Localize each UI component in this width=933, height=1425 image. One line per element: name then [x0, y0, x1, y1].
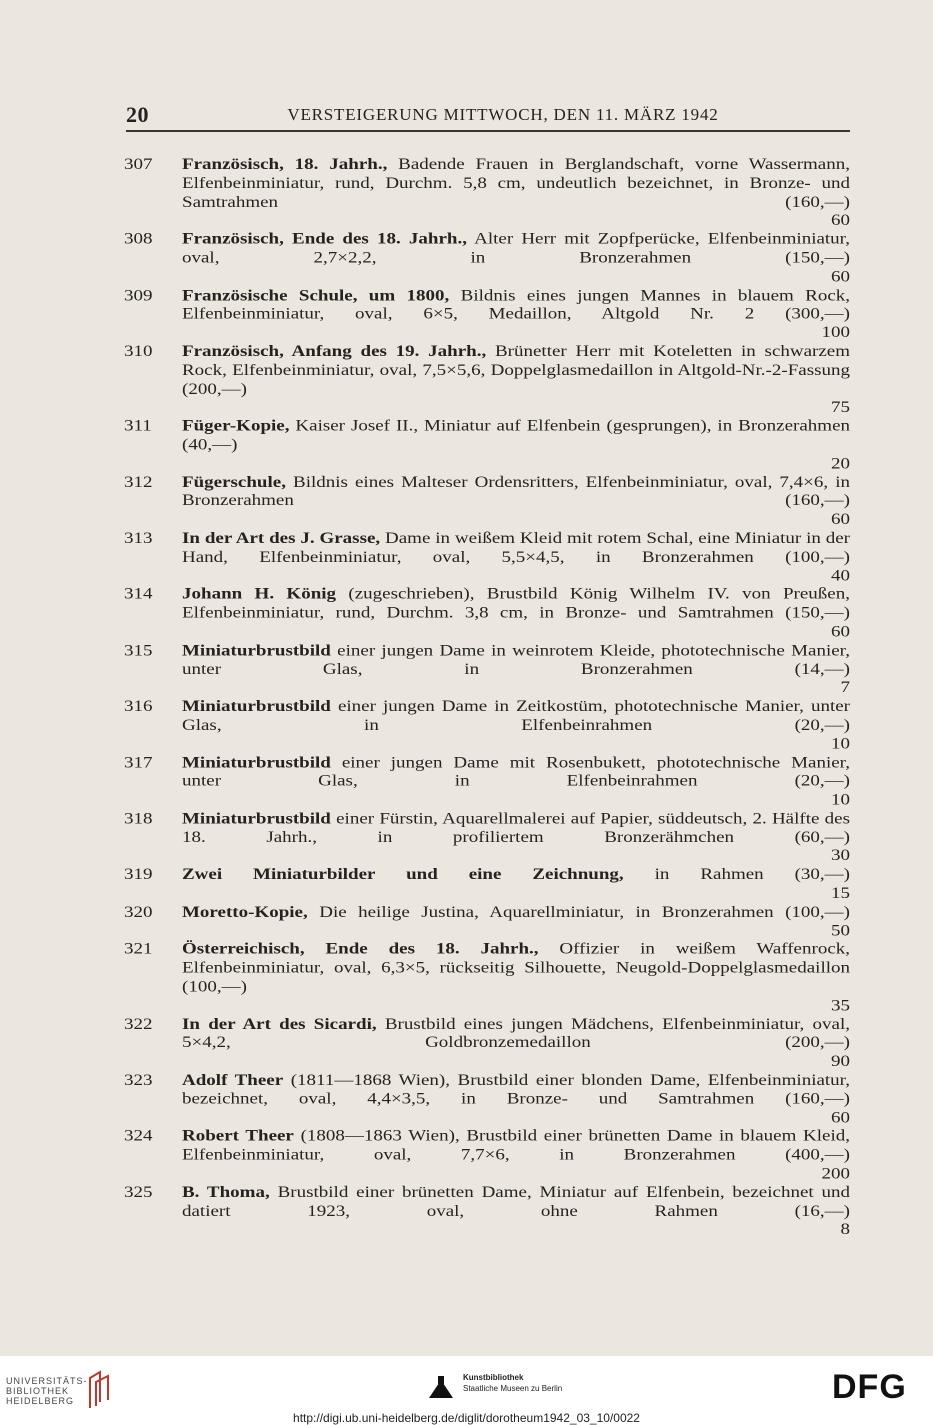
estimate-price: 10 [831, 791, 850, 809]
item-text: (1811—1868 Wien), Brustbild einer blonden Dame, Elfenbeinminiatur, bezeichnet, oval, 4,4×3,5, in Bronze- und Samtrahmen (160,—) [182, 1071, 851, 1108]
artist-name: Adolf Theer [182, 1071, 284, 1090]
catalog-entry [124, 941, 850, 1016]
lot-number: 309 [124, 286, 153, 305]
catalog-entry [124, 156, 850, 231]
item-text: Brünetter Herr mit Koteletten in schwarzem Rock, Elfenbeinminiatur, oval, 7,5×5,6, Doppelglasmedaillon in Altgold-Nr.-2-Fassung (200,—) [182, 342, 851, 398]
kunstbibliothek-name: Kunstbibliothek [463, 1373, 524, 1382]
item-text: einer jungen Dame in weinrotem Kleide, phototechnische Manier, unter Glas, in Bronzerahmen (14,—) [182, 641, 851, 678]
catalog-entry [124, 586, 850, 642]
page-header [126, 98, 850, 132]
artist-name: Robert Theer [182, 1127, 294, 1146]
artist-name: Französisch, Ende des 18. Jahrh., [182, 230, 467, 248]
artist-name: Französische Schule, um 1800, [182, 286, 450, 305]
item-text: Alter Herr mit Zopfperücke, Elfenbeinminiatur, oval, 2,7×2,2, in Bronzerahmen (150,—) [182, 230, 850, 267]
catalog-entry [124, 1016, 850, 1072]
lot-number: 311 [124, 417, 152, 435]
catalog-entry [124, 1184, 850, 1240]
item-text: in Rahmen (30,—) [654, 866, 850, 884]
estimate-price: 15 [831, 884, 850, 903]
lot-number: 325 [124, 1183, 153, 1202]
entry-description [182, 1016, 850, 1072]
estimate-price: 60 [831, 268, 850, 286]
estimate-price: 8 [840, 1221, 850, 1239]
catalog-entry [124, 866, 850, 903]
catalog-entry [124, 642, 850, 698]
lot-number: 315 [124, 641, 153, 660]
lot-number: 312 [124, 473, 153, 491]
catalog-entry [124, 474, 850, 530]
entry-description [182, 343, 850, 418]
viewer-footer [0, 1356, 933, 1425]
entry-description [182, 418, 850, 474]
artist-name: Johann H. König [182, 585, 337, 604]
estimate-price: 10 [831, 735, 850, 753]
artist-name: Österreichisch, Ende des 18. Jahrh., [182, 940, 539, 959]
dfg-logo: DFG [832, 1368, 907, 1406]
lot-number: 322 [124, 1015, 153, 1033]
entry-description [182, 941, 850, 1016]
lot-number: 313 [124, 529, 153, 548]
item-text: (zugeschrieben), Brustbild König Wilhelm IV. von Preußen, Elfenbeinminiatur, rund, Durchm. 3,8 cm, in Bronze- und Samtrahmen (150,—) [182, 585, 850, 622]
entry-description [182, 1184, 850, 1240]
lot-number: 310 [124, 342, 153, 361]
entry-description [182, 866, 850, 903]
entry-description [182, 642, 850, 698]
estimate-price: 50 [831, 922, 850, 940]
lot-number: 324 [124, 1127, 153, 1146]
artist-name: Französisch, Anfang des 19. Jahrh., [182, 342, 487, 361]
lot-number: 316 [124, 698, 153, 716]
university-library-logo-text [6, 1376, 88, 1406]
catalog-entry [124, 754, 850, 810]
item-text: einer jungen Dame mit Rosenbukett, phototechnische Manier, unter Glas, in Elfenbeinrahmen (20,—) [182, 754, 850, 790]
item-text: Brustbild eines jungen Mädchens, Elfenbeinminiatur, oval, 5×4,2, Goldbronzemedaillon (200,—) [182, 1015, 850, 1052]
artist-name: Zwei Miniaturbilder und eine Zeichnung, [182, 866, 624, 884]
catalog-entry [124, 1128, 850, 1184]
catalog-entries [124, 156, 850, 1240]
catalog-entry [124, 904, 850, 941]
catalog-entry [124, 1072, 850, 1128]
page-number: 20 [126, 102, 149, 127]
estimate-price: 60 [831, 212, 850, 230]
entry-description [182, 231, 850, 287]
entry-description [182, 287, 850, 343]
artist-name: Miniaturbrustbild [182, 810, 331, 828]
item-text: Dame in weißem Kleid mit rotem Schal, eine Miniatur in der Hand, Elfenbeinminiatur, oval, 5,5×4,5, in Bronzerahmen (100,—) [182, 529, 851, 566]
item-text: (1808—1863 Wien), Brustbild einer brünetten Dame in blauem Kleid, Elfenbeinminiatur, oval, 7,7×6, in Bronzerahmen (400,—) [182, 1127, 850, 1164]
estimate-price: 60 [831, 623, 850, 641]
catalog-entry [124, 530, 850, 586]
catalog-entry [124, 418, 850, 474]
item-text: Brustbild einer brünetten Dame, Miniatur auf Elfenbein, bezeichnet und datiert 1923, oval, ohne Rahmen (16,—) [182, 1183, 850, 1220]
catalog-entry [124, 231, 850, 287]
lot-number: 318 [124, 810, 153, 828]
entry-description [182, 586, 850, 642]
kunstbibliothek-logo-icon [427, 1372, 455, 1400]
university-line: BIBLIOTHEK [6, 1386, 70, 1396]
lot-number: 308 [124, 230, 153, 248]
catalog-entry [124, 343, 850, 418]
estimate-price: 30 [831, 847, 850, 865]
lot-number: 307 [124, 156, 153, 174]
entry-description [182, 698, 850, 754]
item-text: Die heilige Justina, Aquarellminiatur, in Bronzerahmen (100,—) [319, 903, 850, 921]
university-line: HEIDELBERG [6, 1396, 75, 1406]
catalog-entry [124, 698, 850, 754]
artist-name: B. Thoma, [182, 1183, 270, 1202]
lot-number: 314 [124, 585, 153, 604]
lot-number: 319 [124, 866, 153, 884]
item-text: Bildnis eines jungen Mannes in blauem Rock, Elfenbeinminiatur, oval, 6×5, Medaillon, Altgold Nr. 2 (300,—) [182, 286, 851, 323]
artist-name: In der Art des J. Grasse, [182, 529, 381, 548]
artist-name: Miniaturbrustbild [182, 641, 331, 660]
university-library-logo-icon [86, 1370, 112, 1410]
item-text: Bildnis eines Malteser Ordensritters, Elfenbeinminiatur, oval, 7,4×6, in Bronzerahmen (160,—) [182, 473, 850, 510]
university-line: UNIVERSITÄTS- [6, 1376, 88, 1386]
artist-name: Moretto-Kopie, [182, 903, 308, 921]
item-text: Kaiser Josef II., Miniatur auf Elfenbein (gesprungen), in Bronzerahmen (40,—) [182, 417, 850, 454]
kunstbibliothek-subtitle: Staatliche Museen zu Berlin [463, 1384, 563, 1393]
item-text: Badende Frauen in Berglandschaft, vorne Wassermann, Elfenbeinminiatur, rund, Durchm. 5,8 cm, undeutlich bezeichnet, in Bronze- und Samtrahmen (160,—) [182, 156, 850, 211]
lot-number: 323 [124, 1071, 153, 1090]
artist-name: Füger-Kopie, [182, 417, 290, 435]
artist-name: Französisch, 18. Jahrh., [182, 156, 388, 174]
estimate-price: 60 [831, 511, 850, 529]
artist-name: Miniaturbrustbild [182, 754, 331, 772]
estimate-price: 100 [821, 324, 850, 342]
kunstbibliothek-label [463, 1372, 562, 1394]
estimate-price: 90 [831, 1053, 850, 1071]
artist-name: In der Art des Sicardi, [182, 1015, 377, 1033]
estimate-price: 60 [831, 1109, 850, 1127]
item-text: einer Fürstin, Aquarellmalerei auf Papier, süddeutsch, 2. Hälfte des 18. Jahrh., in profiliertem Bronzerähmchen (60,—) [182, 810, 851, 847]
artist-name: Fügerschule, [182, 473, 286, 491]
lot-number: 317 [124, 754, 153, 772]
entry-description [182, 1072, 850, 1128]
entry-description [182, 810, 850, 866]
estimate-price: 35 [831, 997, 850, 1015]
entry-description [182, 474, 850, 530]
catalog-entry [124, 810, 850, 866]
lot-number: 320 [124, 903, 153, 921]
source-url-link[interactable]: http://digi.ub.uni-heidelberg.de/diglit/dorotheum1942_03_10/0022 [293, 1411, 640, 1425]
running-title: VERSTEIGERUNG MITTWOCH, DEN 11. MÄRZ 1942 [287, 105, 719, 124]
estimate-price: 75 [831, 398, 850, 417]
entry-description [182, 754, 850, 810]
estimate-price: 20 [831, 455, 850, 473]
catalog-entry [124, 287, 850, 343]
estimate-price: 7 [840, 679, 850, 697]
lot-number: 321 [124, 940, 153, 959]
entry-description [182, 904, 850, 941]
entry-description [182, 530, 850, 586]
estimate-price: 40 [831, 567, 850, 585]
item-text: einer jungen Dame in Zeitkostüm, phototechnische Manier, unter Glas, in Elfenbeinrahmen (20,—) [182, 698, 850, 734]
item-text: Offizier in weißem Waffenrock, Elfenbeinminiatur, oval, 6,3×5, rückseitig Silhouette, Neugold-Doppelglasmedaillon (100,—) [182, 940, 851, 996]
artist-name: Miniaturbrustbild [182, 698, 331, 716]
entry-description [182, 156, 850, 231]
entry-description [182, 1128, 850, 1184]
estimate-price: 200 [821, 1165, 850, 1183]
